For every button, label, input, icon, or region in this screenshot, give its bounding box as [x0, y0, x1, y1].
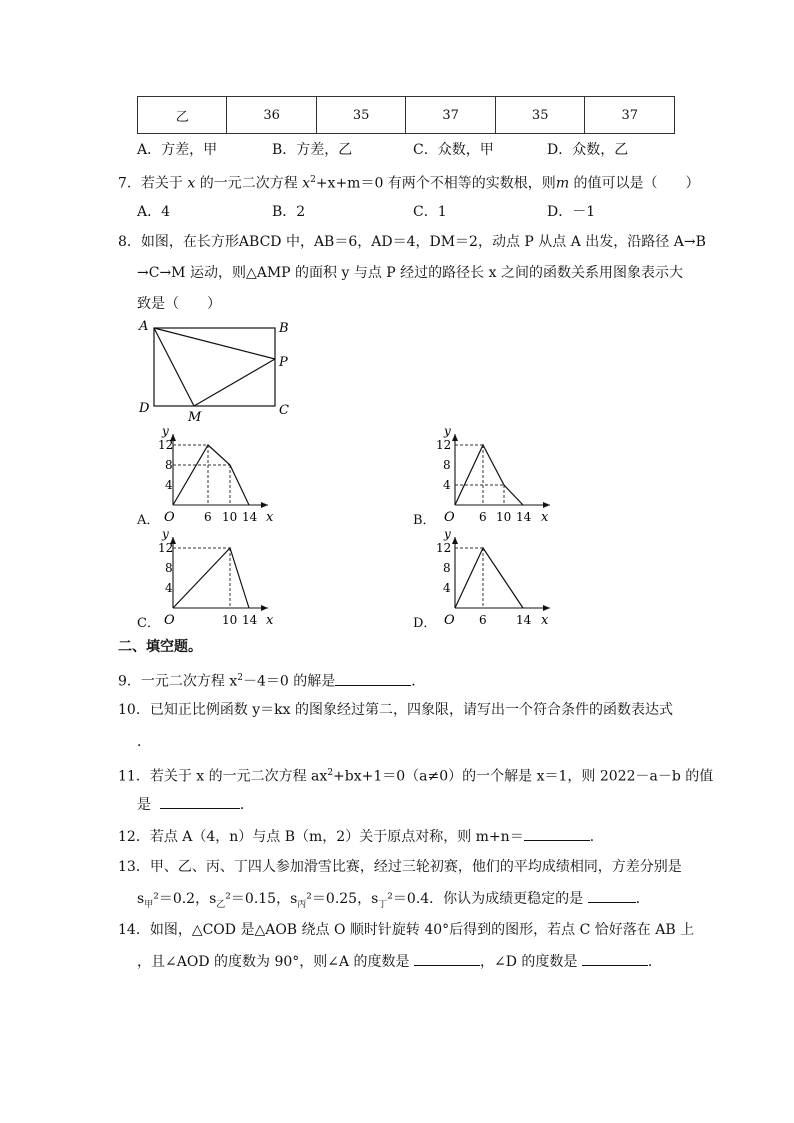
q13-sub: 甲 — [144, 899, 154, 910]
y-axis-label: y — [162, 527, 169, 541]
x-axis-label: x — [541, 510, 549, 525]
q7-option-c: C．1 — [413, 204, 447, 220]
graph-d — [426, 523, 566, 633]
graph-a — [150, 420, 290, 530]
y-tick-label: 8 — [165, 561, 173, 575]
table-cell: 35 — [316, 97, 406, 134]
q7-option-d: D．－1 — [547, 204, 596, 220]
q7-stem — [118, 170, 700, 194]
label-d: D — [139, 401, 150, 416]
q11-sup: 2 — [327, 768, 334, 778]
q12-text: 12．若点 A（4，n）与点 B（m，2）关于原点对称，则 m+n＝ — [118, 829, 524, 845]
label-b: B — [279, 321, 289, 336]
label-p: P — [279, 355, 288, 370]
q11-text: 11．若关于 x 的一元二次方程 ax — [118, 768, 328, 785]
q13-var: s — [209, 891, 217, 907]
q11-answer-blank[interactable] — [160, 794, 240, 809]
q11-line2 — [137, 794, 254, 815]
origin-label: O — [444, 510, 455, 525]
q8-line3: 致是（ ） — [137, 296, 221, 312]
q13-value: ²＝0.2， — [153, 891, 210, 907]
q11-text: +bx+1＝0（a≠0）的一个解是 x＝1，则 2022－a－b 的值 — [333, 768, 714, 785]
y-tick-label: 8 — [165, 458, 173, 472]
q7-eq: +x+m＝0 有两个不相等的实数根，则 — [315, 175, 556, 192]
q13-value: ²＝0.15， — [225, 891, 291, 907]
y-tick-label: 12 — [436, 541, 452, 555]
q13-var: s — [137, 891, 145, 907]
label-m: M — [188, 410, 202, 425]
q13-line2 — [137, 888, 650, 915]
y-tick-label: 8 — [443, 458, 451, 472]
q10-line2: ． — [137, 734, 151, 750]
x-axis-label: x — [266, 613, 274, 628]
graph-b — [426, 420, 566, 530]
x-tick-label: 10 — [222, 510, 238, 524]
graph-c — [150, 523, 290, 633]
q13-answer-blank[interactable] — [588, 888, 636, 903]
q9-sup: 2 — [237, 673, 243, 683]
q9-stem — [118, 668, 425, 692]
q14-answer-blank-d[interactable] — [582, 951, 648, 966]
q13-end: ． — [635, 891, 650, 907]
q7-text: 7．若关于 — [118, 175, 188, 192]
score-table — [137, 96, 675, 134]
x-arrow-icon — [261, 605, 268, 611]
function-graph — [455, 445, 523, 505]
table-cell: 乙 — [138, 97, 227, 134]
q11-text: 是 — [137, 797, 151, 813]
table-cell: 37 — [585, 97, 675, 134]
function-graph — [173, 548, 249, 608]
q7-eq: x — [302, 175, 311, 192]
q9-text: －4＝0 的解是 — [243, 673, 336, 690]
x-axis-label: x — [266, 510, 274, 525]
segment-mp — [194, 359, 275, 406]
origin-label: O — [164, 613, 175, 628]
q13-var: s — [290, 891, 298, 907]
y-tick-label: 4 — [165, 581, 173, 595]
x-tick-label: 6 — [479, 510, 487, 524]
rectangle-figure — [130, 315, 310, 425]
q14-end: ． — [647, 954, 662, 970]
x-tick-label: 10 — [222, 613, 238, 627]
q7-sup: 2 — [310, 175, 316, 185]
graph-option-b: B． — [413, 513, 436, 528]
section-heading: 二、填空题。 — [118, 639, 202, 655]
x-axis-label: x — [541, 613, 549, 628]
q8-line1: 8．如图，在长方形ABCD 中，AB＝6，AD＝4，DM＝2，动点 P 从点 A 出发，沿路径 A→B — [118, 234, 706, 250]
q6-option-d: D．众数，乙 — [547, 142, 629, 158]
q7-text: 的一元二次方程 — [195, 175, 303, 192]
x-tick-label: 10 — [496, 510, 512, 524]
q13-line1: 13．甲、乙、丙、丁四人参加滑雪比赛，经过三轮初赛，他们的平均成绩相同，方差分别是 — [118, 859, 682, 875]
q7-option-a: A．4 — [137, 204, 171, 220]
q7-option-b: B．2 — [272, 204, 306, 220]
q13-sub: 丁 — [378, 899, 388, 910]
x-tick-label: 14 — [516, 613, 532, 627]
graph-option-c: C． — [137, 616, 160, 631]
q14-line2 — [137, 951, 662, 972]
origin-label: O — [444, 613, 455, 628]
q7-var: x — [187, 175, 196, 192]
q8-line2: →C→M 运动，则△AMP 的面积 y 与点 P 经过的路径长 x 之间的函数关系用图象表示大 — [137, 265, 683, 281]
q12-answer-blank[interactable] — [524, 826, 590, 841]
y-axis-label: y — [444, 424, 451, 438]
y-arrow-icon — [452, 434, 458, 441]
label-a: A — [139, 319, 149, 334]
q11-stem — [118, 763, 713, 787]
x-tick-label: 14 — [242, 613, 258, 627]
graph-option-a: A． — [137, 513, 160, 528]
q9-end: ． — [411, 673, 426, 690]
q13-sub: 乙 — [216, 899, 226, 910]
x-tick-label: 6 — [479, 613, 487, 627]
y-axis-label: y — [444, 527, 451, 541]
q14-text: ，且∠AOD 的度数为 90°，则∠A 的度数是 — [137, 954, 410, 970]
y-tick-label: 4 — [443, 581, 451, 595]
q14-text: ，∠D 的度数是 — [480, 954, 578, 970]
q12-stem — [118, 826, 604, 847]
q13-value: ²＝0.4．你认为成绩更稳定的是 — [387, 891, 584, 907]
y-tick-label: 4 — [443, 478, 451, 492]
graph-option-d: D． — [413, 616, 437, 631]
x-tick-label: 14 — [516, 510, 532, 524]
x-tick-label: 6 — [204, 510, 212, 524]
q13-sub: 丙 — [297, 899, 307, 910]
function-graph — [173, 445, 249, 505]
q14-line1: 14．如图，△COD 是△AOB 绕点 O 顺时针旋转 40°后得到的图形，若点 C 恰好落在 AB 上 — [118, 922, 695, 938]
q6-option-c: C．众数，甲 — [413, 142, 494, 158]
q6-option-b: B．方差，乙 — [272, 142, 353, 158]
table-cell: 36 — [227, 97, 317, 134]
q13-value: ²＝0.25， — [306, 891, 372, 907]
y-tick-label: 12 — [158, 438, 174, 452]
x-arrow-icon — [543, 502, 550, 508]
label-c: C — [279, 403, 289, 418]
y-axis-label: y — [162, 424, 169, 438]
segment-am — [154, 328, 194, 406]
segment-ap — [154, 328, 275, 359]
y-tick-label: 12 — [436, 438, 452, 452]
table-cell: 35 — [495, 97, 585, 134]
function-graph — [455, 548, 523, 608]
x-arrow-icon — [261, 502, 268, 508]
q9-answer-blank[interactable] — [335, 671, 411, 686]
y-tick-label: 12 — [158, 541, 174, 555]
q9-text: 9．一元二次方程 x — [118, 673, 238, 690]
q11-end: ． — [239, 797, 254, 813]
q7-text: 的值可以是（ ） — [569, 175, 700, 192]
q14-answer-blank-a[interactable] — [414, 951, 480, 966]
q7-var: m — [555, 175, 570, 192]
table-cell: 37 — [406, 97, 496, 134]
table-row — [138, 97, 675, 134]
q6-option-a: A．方差，甲 — [137, 142, 218, 158]
q13-var: s — [371, 891, 379, 907]
x-arrow-icon — [543, 605, 550, 611]
y-arrow-icon — [452, 537, 458, 544]
q12-end: ． — [589, 829, 604, 845]
origin-label: O — [164, 510, 175, 525]
q10-line1: 10．已知正比例函数 y＝kx 的图象经过第二，四象限，请写出一个符合条件的函数表达式 — [118, 702, 674, 718]
y-tick-label: 8 — [443, 561, 451, 575]
x-tick-label: 14 — [242, 510, 258, 524]
y-tick-label: 4 — [165, 478, 173, 492]
